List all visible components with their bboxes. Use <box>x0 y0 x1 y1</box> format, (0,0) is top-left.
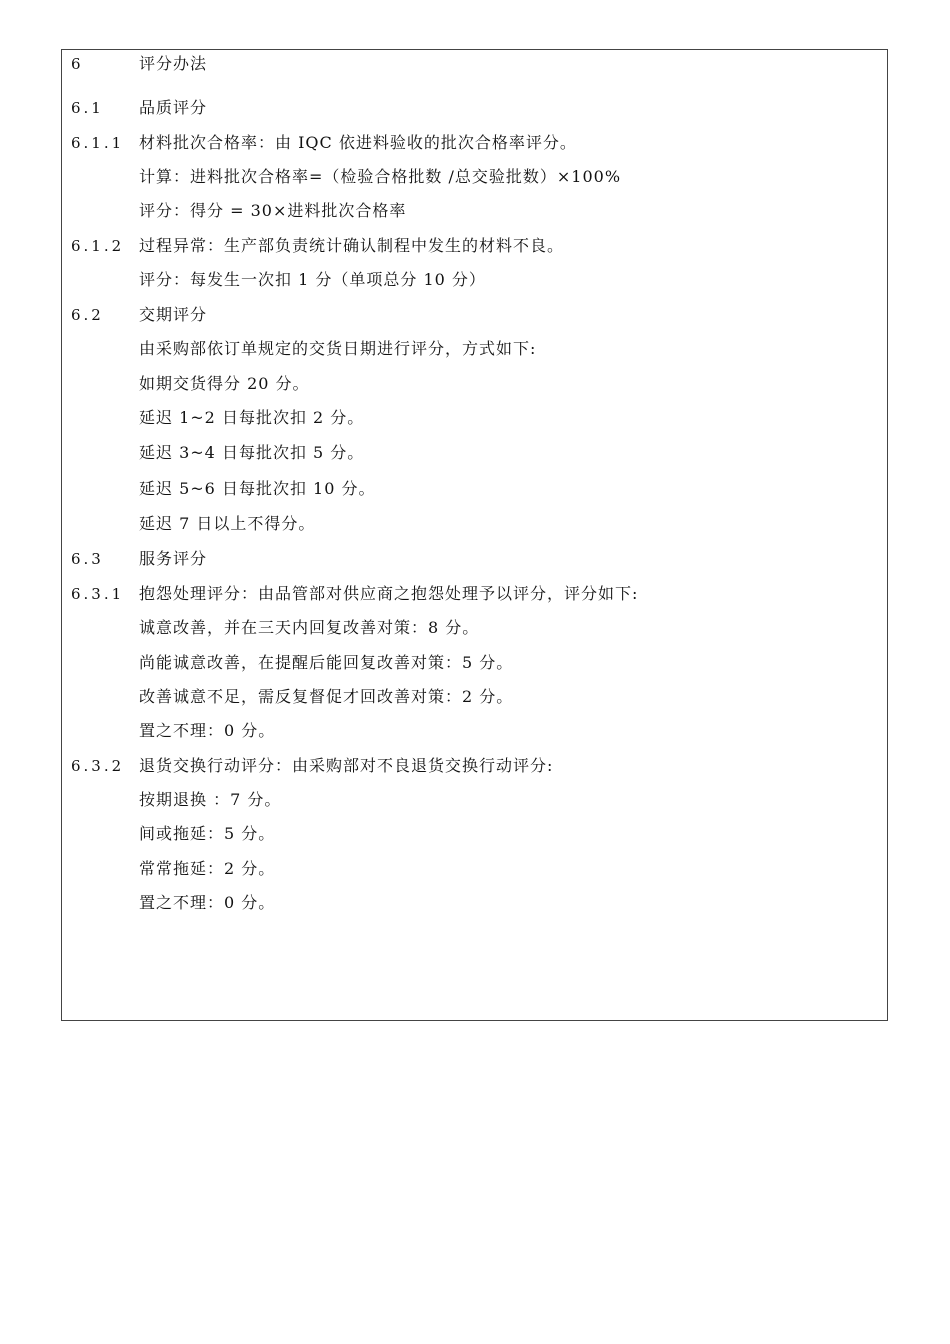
clause-title: 过程异常：生产部负责统计确认制程中发生的材料不良。 <box>139 236 565 255</box>
body-text: 如期交货得分 20 分。 <box>139 374 310 393</box>
body-text: 尚能诚意改善，在提醒后能回复改善对策：5 分。 <box>139 653 514 672</box>
body-text: 置之不理：0 分。 <box>139 893 276 912</box>
body-text: 延迟 7 日以上不得分。 <box>139 514 316 533</box>
body-text: 由采购部依订单规定的交货日期进行评分，方式如下: <box>139 339 537 358</box>
subsection-title: 交期评分 <box>139 305 208 324</box>
clause-number: 6.3.1 <box>71 585 125 603</box>
body-text: 置之不理：0 分。 <box>139 721 276 740</box>
formula-text: 计算：进料批次合格率=（检验合格批数 /总交验批数）×100% <box>139 167 622 186</box>
subsection-title: 品质评分 <box>139 98 208 117</box>
subsection-title: 服务评分 <box>139 549 208 568</box>
body-text: 改善诚意不足，需反复督促才回改善对策：2 分。 <box>139 687 514 706</box>
body-text: 诚意改善，并在三天内回复改善对策：8 分。 <box>139 618 480 637</box>
section-number: 6 <box>71 55 84 73</box>
body-text: 延迟 3~4 日每批次扣 5 分。 <box>139 443 365 462</box>
body-text: 间或拖延：5 分。 <box>139 824 276 843</box>
score-text: 评分：每发生一次扣 1 分（单项总分 10 分） <box>139 270 486 289</box>
body-text: 延迟 1~2 日每批次扣 2 分。 <box>139 408 365 427</box>
body-text: 延迟 5~6 日每批次扣 10 分。 <box>139 479 376 498</box>
score-text: 评分：得分 = 30×进料批次合格率 <box>139 201 407 220</box>
subsection-number: 6.2 <box>71 306 104 324</box>
clause-number: 6.3.2 <box>71 757 125 775</box>
document-frame <box>61 49 888 1021</box>
clause-title: 材料批次合格率：由 IQC 依进料验收的批次合格率评分。 <box>139 133 577 152</box>
body-text: 常常拖延：2 分。 <box>139 859 276 878</box>
clause-title: 退货交换行动评分：由采购部对不良退货交换行动评分: <box>139 756 554 775</box>
clause-number: 6.1.1 <box>71 134 125 152</box>
subsection-number: 6.3 <box>71 550 104 568</box>
clause-title: 抱怨处理评分：由品管部对供应商之抱怨处理予以评分，评分如下: <box>139 584 639 603</box>
section-title: 评分办法 <box>139 54 208 73</box>
clause-number: 6.1.2 <box>71 237 125 255</box>
body-text: 按期退换 ：7 分。 <box>139 790 282 809</box>
subsection-number: 6.1 <box>71 99 104 117</box>
